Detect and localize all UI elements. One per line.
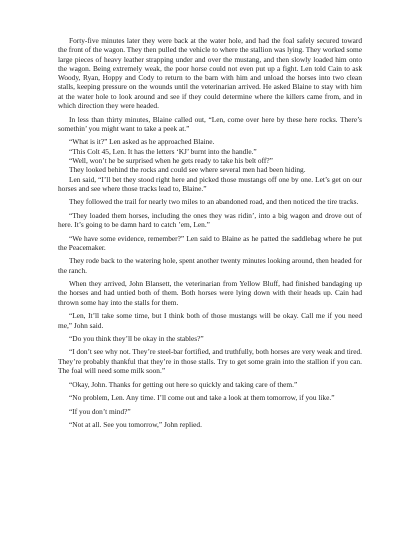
paragraph-6: They looked behind the rocks and could see where several men had been hiding. [69, 165, 306, 175]
paragraph-5: “Well, won’t he be surprised when he gets ready to take his belt off?” [69, 155, 273, 165]
paragraph-9: “They loaded them horses, including the ones they was ridin’, into a big wagon and drove out of here. It’s going to be damn hard to catch ’em, Len.” [58, 210, 362, 230]
paragraph-8: They followed the trail for nearly two miles to an abandoned road, and then noticed the tire tracks. [69, 197, 359, 207]
paragraph-19: “Not at all. See you tomorrow,” John replied. [69, 420, 202, 430]
paragraph-2: In less than thirty minutes, Blaine called out, “Len, come over here by these here rocks. There’s somethin’ you might want to take a peek at.” [58, 114, 362, 133]
paragraph-15: “I don’t see why not. They’re steel-bar fortified, and truthfully, both horses are very weak and tired. They’re probably thankful that they’re in those stalls. Try to get some grain into the stallion if you can. The foal will need some milk soon.” [58, 347, 362, 376]
book-page-text [58, 36, 362, 429]
paragraph-17: “No problem, Len. Any time. I’ll come out and take a look at them tomorrow, if you like.” [69, 393, 335, 403]
paragraph-10: “We have some evidence, remember?” Len said to Blaine as he patted the saddlebag where he put the Peacemaker. [58, 233, 362, 252]
paragraph-7: Len said, “I’ll bet they stood right here and picked those mustangs off one by one. Let’s get on our horses and see where those tracks lead to, Blaine.” [58, 174, 362, 193]
paragraph-12: When they arrived, John Blansett, the veterinarian from Yellow Bluff, had finished bandaging up the horses and had untied both of them. Both horses were lying down with their heads up. Cain had thrown some hay into the stalls for them. [58, 279, 362, 307]
paragraph-3: “What is it?” Len asked as he approached Blaine. [69, 137, 215, 147]
paragraph-4: “This Colt 45, Len. It has the letters ‘KJ’ burnt into the handle.” [69, 146, 257, 156]
paragraph-14: “Do you think they’ll be okay in the stables?” [69, 334, 204, 343]
paragraph-16: “Okay, John. Thanks for getting out here so quickly and taking care of them.” [69, 379, 298, 389]
paragraph-11: They rode back to the watering hole, spent another twenty minutes looking around, then headed for the ranch. [58, 256, 362, 275]
paragraph-18: “If you don’t mind?” [69, 406, 131, 416]
paragraph-1: Forty-five minutes later they were back at the water hole, and had the foal safely secured toward the front of the wagon. They then pulled the vehicle to where the stallion was lying. They worked some large pieces of heavy leather strapping under and over the mustang, and then slowly loaded him onto the wagon. Being extremely weak, the poor horse could not even put up a fight. Len told Cain to ask Woody, Ryan, Hoppy and Cody to return to the barn with him and unload the horses into two clean stalls, keeping pressure on the wounds until the veterinarian arrived. He asked Blaine to stay with him at the water hole to look around and see if they could determine where the killers came from, and in which direction they were headed. [58, 36, 363, 111]
paragraph-13: “Len, It’ll take some time, but I think both of those mustangs will be okay. Call me if you need me,” John said. [58, 311, 362, 330]
